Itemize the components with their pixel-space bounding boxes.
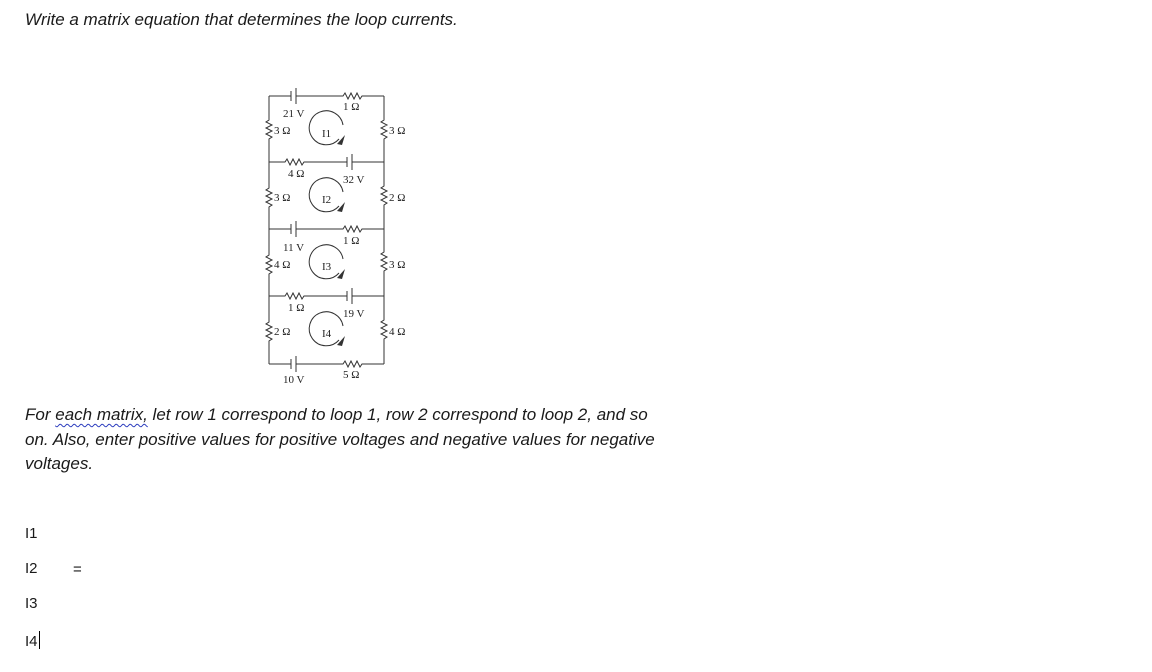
bottom-branch bbox=[269, 361, 384, 367]
label-r-top: 1 Ω bbox=[343, 101, 360, 113]
label-r-r1: 3 Ω bbox=[389, 125, 406, 137]
text-cursor bbox=[39, 631, 40, 649]
label-v-m23: 11 V bbox=[283, 242, 305, 254]
label-r-bot: 5 Ω bbox=[343, 369, 360, 381]
label-v-m12: 32 V bbox=[343, 174, 365, 186]
current-label-i2: I2 bbox=[25, 560, 38, 577]
label-r-m12: 4 Ω bbox=[288, 168, 305, 180]
instructions bbox=[25, 403, 665, 477]
current-label-i4: I4 bbox=[25, 633, 38, 650]
branch-23 bbox=[269, 226, 384, 232]
label-r-r3: 3 Ω bbox=[389, 259, 406, 271]
label-v-top: 21 V bbox=[283, 108, 305, 120]
label-loop-1: I1 bbox=[322, 128, 332, 140]
question-prompt: Write a matrix equation that determines the loop currents. bbox=[25, 10, 458, 29]
current-label-i4-field[interactable] bbox=[25, 631, 40, 650]
branch-34 bbox=[269, 293, 384, 299]
label-v-m34: 19 V bbox=[343, 308, 365, 320]
label-r-m34: 1 Ω bbox=[288, 302, 305, 314]
left-wire bbox=[266, 96, 272, 364]
branch-12 bbox=[269, 159, 384, 165]
label-r-l4: 2 Ω bbox=[274, 326, 291, 338]
label-r-m23: 1 Ω bbox=[343, 235, 360, 247]
label-r-r4: 4 Ω bbox=[389, 326, 406, 338]
label-r-l3: 4 Ω bbox=[274, 259, 291, 271]
label-loop-4: I4 bbox=[322, 328, 332, 340]
top-branch bbox=[269, 93, 384, 99]
right-wire bbox=[381, 96, 387, 364]
label-r-l2: 3 Ω bbox=[274, 192, 291, 204]
spellcheck-underlined-text: each matrix, bbox=[55, 405, 148, 424]
current-label-i1: I1 bbox=[25, 525, 38, 542]
label-loop-3: I3 bbox=[322, 261, 332, 273]
equals-sign: = bbox=[73, 561, 82, 578]
label-r-l1: 3 Ω bbox=[274, 125, 291, 137]
instructions-body: let row 1 correspond to loop 1, row 2 correspond to loop 2, and so on. Also, enter positive values for positive voltages and negative values for negative voltages. bbox=[25, 405, 655, 473]
current-label-i3: I3 bbox=[25, 595, 38, 612]
label-loop-2: I2 bbox=[322, 194, 332, 206]
instructions-lead: For bbox=[25, 405, 56, 424]
label-r-r2: 2 Ω bbox=[389, 192, 406, 204]
label-v-bot: 10 V bbox=[283, 374, 305, 386]
circuit-diagram bbox=[255, 82, 425, 392]
